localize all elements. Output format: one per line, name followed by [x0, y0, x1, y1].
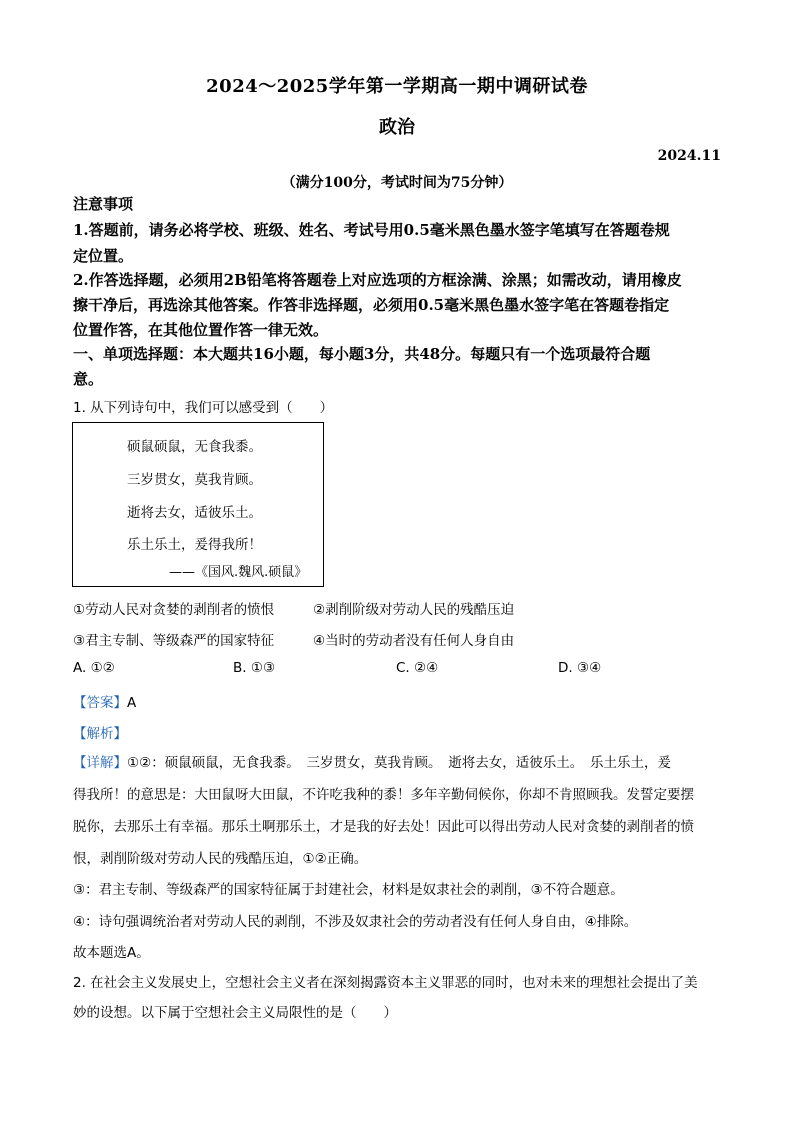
- detail-line-4: 恨，剥削阶级对劳动人民的残酷压迫，①②正确。: [73, 851, 368, 867]
- analysis-line: [73, 722, 127, 742]
- conclusion-line: 故本题选A。: [73, 945, 150, 961]
- choice-a: A. ①②: [73, 660, 115, 676]
- answer-line: [73, 691, 136, 711]
- poem-line: 乐土乐土，爰得我所！: [127, 537, 262, 553]
- notes-item2-line3: 位置作答，在其他位置作答一律无效。: [73, 321, 329, 339]
- question2-line2: 妙的设想。以下属于空想社会主义局限性的是（ ）: [73, 1005, 397, 1021]
- poem-box: [72, 422, 324, 587]
- poem-source: ——《国风.魏风.硕鼠》: [169, 565, 308, 580]
- poem-line: 三岁贯女，莫我肯顾。: [127, 472, 262, 488]
- detail-line-6: ④：诗句强调统治者对劳动人民的剥削，不涉及奴隶社会的劳动者没有任何人身自由，④排除。: [73, 914, 638, 930]
- notes-item2-line1: 2.作答选择题，必须用2B铅笔将答题卷上对应选项的方框涂满、涂黑；如需改动，请用橡皮: [73, 271, 682, 289]
- notes-item2-line2: 擦干净后，再选涂其他答案。作答非选择题，必须用0.5毫米黑色墨水签字笔在答题卷指定: [73, 296, 670, 314]
- notes-heading: 注意事项: [73, 195, 134, 213]
- analysis-tag: 【解析】: [73, 726, 127, 742]
- exam-title: 2024～2025学年第一学期高一期中调研试卷: [206, 76, 588, 97]
- statement-2: ②剥削阶级对劳动人民的残酷压迫: [313, 602, 515, 618]
- notes-item1-line1: 1.答题前，请务必将学校、班级、姓名、考试号用0.5毫米黑色墨水签字笔填写在答题卷规: [73, 221, 670, 239]
- subject-title: 政治: [379, 117, 415, 138]
- notes-item1-line2: 定位置。: [73, 247, 134, 265]
- poem-line: 逝将去女，适彼乐土。: [127, 505, 262, 521]
- statement-4: ④当时的劳动者没有任何人身自由: [313, 633, 515, 649]
- exam-date: 2024.11: [657, 148, 721, 164]
- statement-1: ①劳动人民对贪婪的剥削者的愤恨: [73, 602, 275, 618]
- answer-value: A: [127, 695, 137, 711]
- detail-tag: 【详解】: [73, 755, 127, 771]
- section1-line1: 一、单项选择题：本大题共16小题，每小题3分，共48分。每题只有一个选项最符合题: [73, 345, 651, 363]
- statement-3: ③君主专制、等级森严的国家特征: [73, 633, 275, 649]
- choice-d: D. ③④: [558, 660, 602, 676]
- detail-line-1: [73, 747, 728, 779]
- score-note: （满分100分，考试时间为75分钟）: [281, 175, 513, 191]
- question1-stem: 1. 从下列诗句中，我们可以感受到（ ）: [73, 400, 334, 416]
- poem-line: 硕鼠硕鼠，无食我黍。: [127, 439, 262, 455]
- choice-c: C. ②④: [396, 660, 439, 676]
- answer-tag: 【答案】: [73, 695, 127, 711]
- detail-line-2: 得我所！的意思是：大田鼠呀大田鼠，不许吃我种的黍！多年辛勤伺候你，你却不肯照顾我。发誓定要摆: [73, 787, 694, 803]
- question2-line1: 2. 在社会主义发展史上，空想社会主义者在深刻揭露资本主义罪恶的同时，也对未来的理想社会提出了美: [73, 975, 698, 991]
- detail-line-5: ③：君主专制、等级森严的国家特征属于封建社会，材料是奴隶社会的剥削，③不符合题意。: [73, 882, 624, 898]
- detail-text: ①②：硕鼠硕鼠，无食我黍。 三岁贯女，莫我肯顾。 逝将去女，适彼乐土。 乐土乐土，爰: [127, 755, 671, 771]
- choice-b: B. ①③: [233, 660, 276, 676]
- detail-line-3: 脱你，去那乐土有幸福。那乐土啊那乐土，才是我的好去处！因此可以得出劳动人民对贪婪的剥削者的愤: [73, 819, 694, 835]
- section1-line2: 意。: [73, 370, 104, 388]
